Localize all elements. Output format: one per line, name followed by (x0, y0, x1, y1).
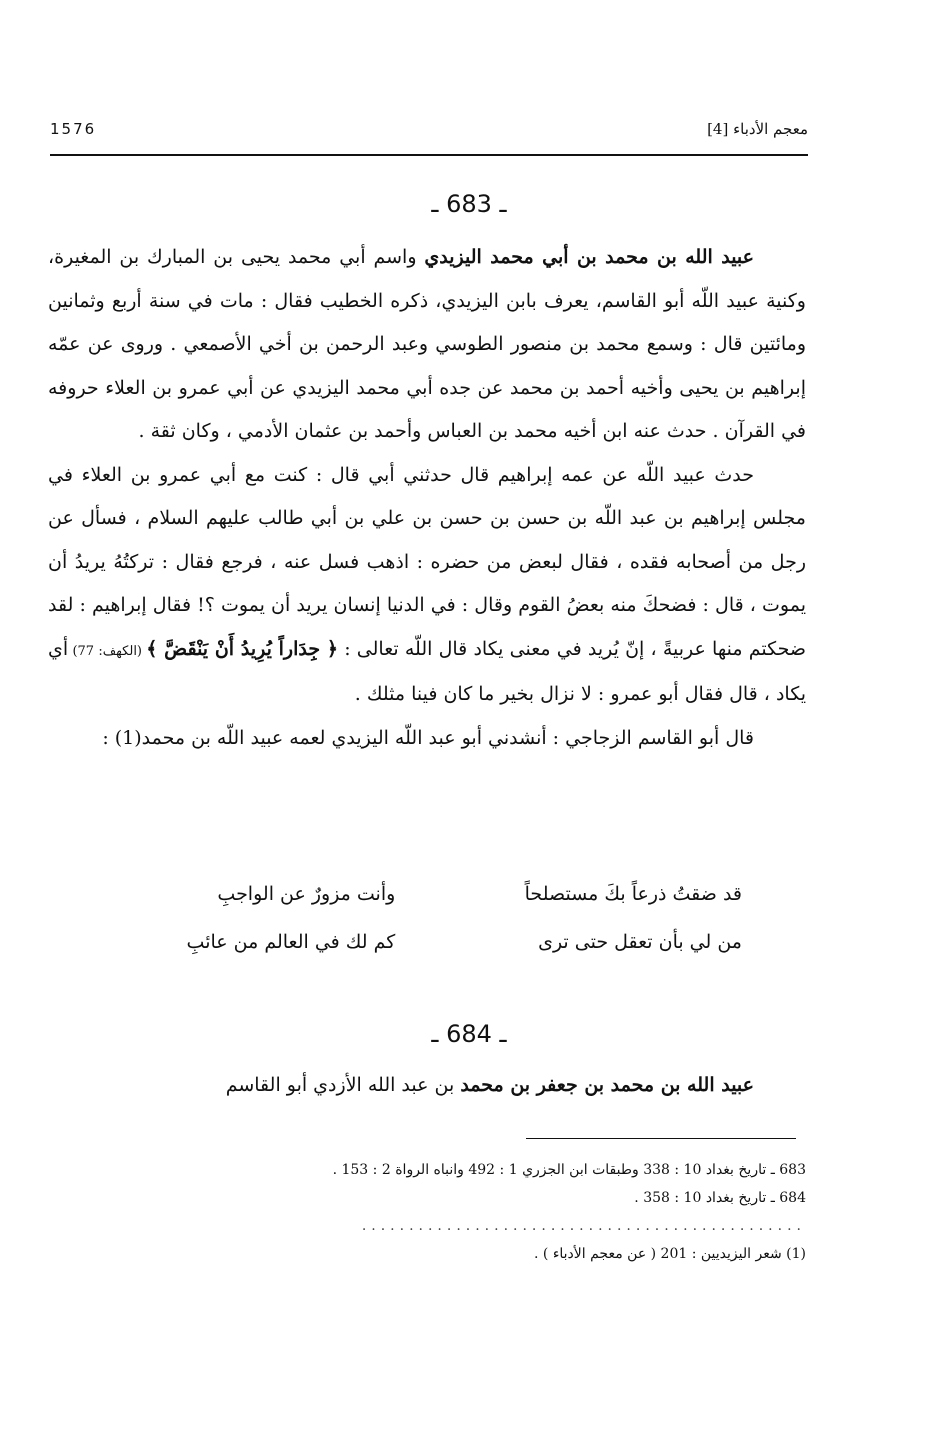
source-note-684: 684 ـ تاريخ بغداد 10 : 358 . (634, 1190, 806, 1206)
entry-683-name: عبيد الله بن محمد بن أبي محمد اليزيدي (424, 246, 754, 268)
entry-684-paragraph-1 (48, 1064, 806, 1108)
poem-hemistich-first: من لي بأن تعقل حتى ترى (538, 931, 742, 953)
entry-683-body (48, 236, 806, 760)
anecdote-text-end: أي يكاد ، قال فقال أبو عمرو : لا نزال بخير ما كان فينا مثلك . (48, 637, 806, 705)
quran-verse: ﴿ جِدَاراً يُرِيدُ أَنْ يَنْقَضَّ ﴾ (146, 637, 338, 660)
poem-verse (100, 870, 742, 918)
footnotes (150, 1156, 806, 1268)
source-note-683: 683 ـ تاريخ بغداد 10 : 338 وطبقات ابن الجزري 1 : 492 وانباه الرواة 2 : 153 . (332, 1162, 806, 1178)
entry-number-683: ـ 683 ـ (431, 190, 507, 218)
page-number: 1576 (50, 120, 97, 138)
running-title: معجم الأدباء [4] (707, 120, 808, 138)
entry-684-lineage: بن عبد الله الأزدي أبو القاسم (225, 1074, 461, 1096)
poem-verse (100, 918, 742, 966)
dotted-separator: ............................................... (361, 1218, 806, 1234)
quran-reference: (الكهف: 77) (68, 643, 147, 659)
anecdote-text-start: حدث عبيد اللّه عن عمه إبراهيم قال حدثني أبي قال : كنت مع أبي عمرو بن العلاء في مجلس إبراهيم بن عبد اللّه بن حسن بن حسن بن علي بن أبي طالب عليهم السلام ، فسأل عن رجل من أصحابه فقده ، فقال لبعض من حضره : اذهب فسل عنه ، فرجع فقال : تركتُهُ يريدُ أن يموت ، قال : فضحكَ منه بعضُ القوم وقال : في الدنيا إنسان يريد أن يموت ؟! فقال إبراهيم : لقد ضحكتم منها عربيةً ، إنّ يُريد في معنى يكاد قال اللّه تعالى : (48, 463, 806, 660)
entry-683-paragraph-3: قال أبو القاسم الزجاجي : أنشدني أبو عبد اللّه اليزيدي لعمه عبيد اللّه بن محمد(1) : (102, 726, 754, 749)
footnote-1: (1) شعر اليزيديين : 201 ( عن معجم الأدباء ) . (534, 1246, 806, 1262)
entry-683-biography: واسم أبي محمد يحيى بن المبارك بن المغيرة، وكنية عبيد اللّه أبو القاسم، يعرف بابن اليزيدي، ذكره الخطيب فقال : مات في سنة أربع وثمانين ومائتين قال : وسمع محمد بن منصور الطوسي وعبد الرحمن بن أخي الأصمعي . وروى عن عمّه إبراهيم بن يحيى وأخيه أحمد بن محمد عن جده أبي محمد اليزيدي عن أبي عمرو بن العلاء حروفه في القرآن . حدث عنه ابن أخيه محمد بن العباس وأحمد بن عثمان الأدمي ، وكان ثقة . (48, 246, 806, 442)
entry-number-684: ـ 684 ـ (431, 1020, 507, 1048)
entry-684-name: عبيد الله بن محمد بن جعفر بن محمد (460, 1074, 754, 1096)
entry-683-paragraph-1 (48, 236, 806, 454)
poem-hemistich-second: كم لك في العالم من عائبِ (186, 931, 396, 953)
entry-683-paragraph-2 (48, 454, 806, 717)
entry-684-body (48, 1064, 806, 1108)
page-header (50, 118, 808, 156)
footnote-separator (526, 1138, 796, 1139)
poem-hemistich-first: قد ضقتُ ذرعاً بكَ مستصلحاً (524, 883, 742, 905)
poem (100, 870, 742, 966)
poem-hemistich-second: وأنت مزورٌ عن الواجبِ (217, 883, 396, 905)
